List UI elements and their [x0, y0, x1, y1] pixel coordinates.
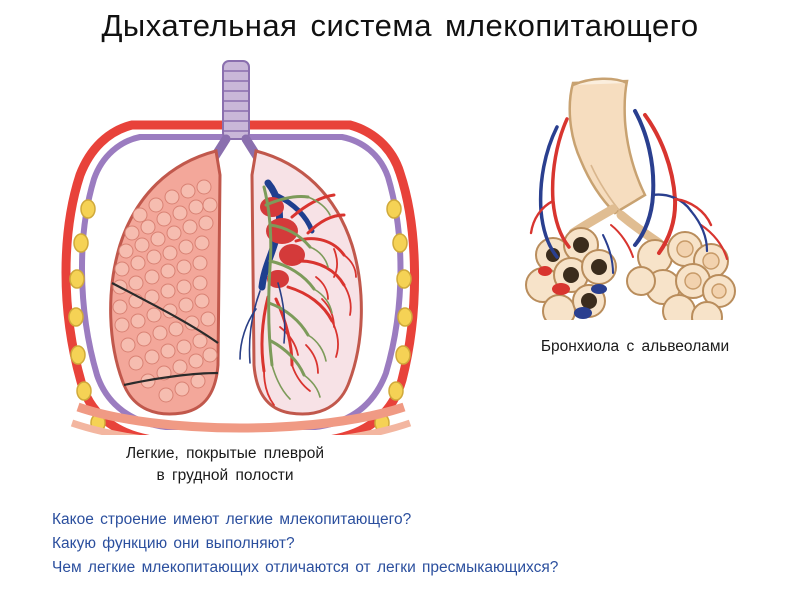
questions-list: [52, 508, 772, 580]
question-item: Какое строение имеют легкие млекопитающего?: [52, 511, 412, 528]
alveolar-sac-right: [627, 232, 735, 320]
alveoli-figure: [495, 75, 745, 320]
left-lung: [111, 151, 220, 414]
question-item: Какую функцию они выполняют?: [52, 535, 295, 552]
alveoli-caption: Бронхиола с альвеолами: [540, 338, 730, 355]
right-lung-vascular: [240, 151, 361, 414]
lungs-figure: [20, 55, 450, 435]
bronchiole-tube: [570, 79, 645, 215]
lungs-caption-line1: Легкие, покрытые плеврой: [125, 445, 325, 462]
lungs-caption: [60, 443, 390, 487]
question-item: Чем легкие млекопитающих отличаются от легки пресмыкающихся?: [52, 559, 559, 576]
page-title: Дыхательная система млекопитающего: [101, 8, 699, 43]
lungs-caption-line2: в грудной полости: [156, 467, 294, 484]
alveolar-sac-left: [526, 228, 616, 320]
